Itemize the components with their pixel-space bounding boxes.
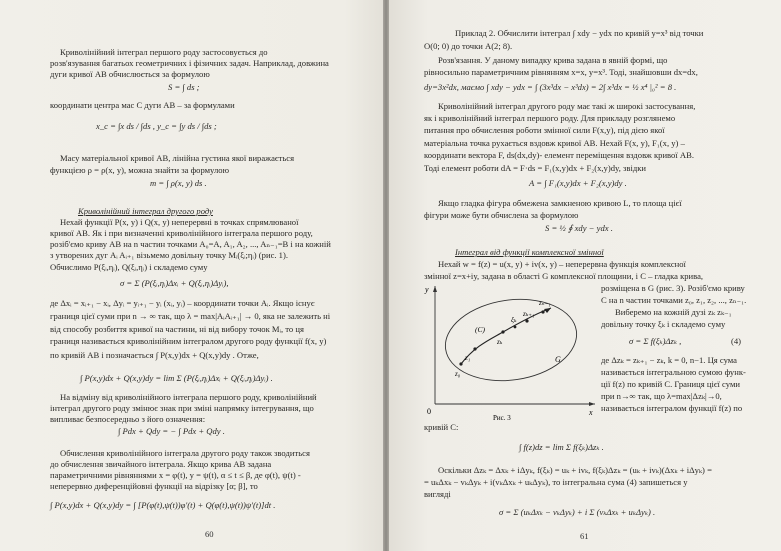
text-line: Масу матеріальної кривої AB, лінійна густина якої виражається (60, 153, 295, 163)
formula: σ = Σ (uₖΔxₖ − vₖΔyₖ) + i Σ (vₖΔxₖ + uₖΔyₖ) . (499, 507, 656, 517)
formula: A = ∫ F₁(x,y)dx + F₂(x,y)dy . (529, 178, 627, 188)
example-line: Приклад 2. Обчислити інтеграл ∫ xdy − ydx по кривій y=x³ від точки (455, 28, 704, 38)
text-line: Розв'язання. У даному випадку крива задана в явній формі, що (438, 55, 668, 65)
page-number: 61 (580, 531, 589, 541)
text-line: випливає безпосередньо з його означення: (50, 414, 206, 424)
text-line: Криволінійний інтеграл другого роду має такі ж широкі застосування, (438, 101, 696, 111)
point-z1 (473, 347, 476, 350)
text-line: вигляді (424, 489, 451, 499)
formula: S = ∫ ds ; (168, 82, 200, 92)
text-line: змінної z=x+iy, задана в області G комплексної площини, і C – гладка крива, (424, 271, 704, 281)
formula: S = ½ ∮ xdy − ydx . (545, 223, 613, 233)
curve-label: (C) (475, 325, 485, 334)
formula: σ = Σ (P(ξᵢ,ηᵢ)Δxᵢ + Q(ξᵢ,ηᵢ)Δyᵢ), (120, 278, 229, 288)
text-line: розв'язування багатьох геометричних і фізичних задач. Наприклад, довжина (50, 58, 329, 68)
text-line: при n→∞ так, що λ=max|Δzₖ|→0, (601, 391, 722, 401)
text-line: Нехай функції P(x, y) і Q(x, y) неперервні в точках спрямлюваної (60, 217, 299, 227)
text-line: границя називається криволінійним інтегралом другого роду функції f(x, y) (50, 336, 327, 346)
region-label: G (555, 355, 561, 364)
text-line: C на n частин точками z₀, z₁, z₂, ..., zₙ₋₁. (601, 295, 747, 305)
text-line: до обчислення звичайного інтеграла. Якщо крива AB задана (50, 459, 272, 469)
text-line: з утворених дуг Aᵢ Aᵢ₊₁ візьмемо довільну точку Mᵢ(ξᵢ;ηᵢ) (рис. 1). (50, 250, 288, 260)
point-xik (514, 326, 517, 329)
origin-label: 0 (427, 407, 431, 416)
text-line: Обчислимо P(ξᵢ,ηᵢ), Q(ξᵢ,ηᵢ) і складемо суму (50, 262, 208, 272)
figure-caption: Рис. 3 (493, 414, 511, 422)
text-line: фігури може бути обчислена за формулою (424, 210, 579, 220)
text-line: границя цієї суми при n → ∞ так, що λ = max|AᵢAᵢ₊₁| → 0, яка не залежить ні (50, 311, 331, 321)
text-line: матеріальна точка рухається вздовж кривої AB. Нехай F(x, y), F₁(x, y) – (424, 138, 685, 148)
right-page (389, 0, 781, 551)
text-line: Тоді елемент роботи dA = F·ds = F₁(x,y)dx + F₂(x,y)dy, звідки (424, 163, 647, 173)
point-z0 (459, 362, 462, 365)
zk-label: zₖ (497, 338, 503, 346)
text-line: як і криволінійний інтеграл першого роду. Для прикладу розглянемо (424, 113, 676, 123)
figure-3 (423, 282, 599, 422)
text-line: інтеграл другого роду змінює знак при зміні напрямку інтегрування, що (50, 403, 314, 413)
z1-label: z₁ (465, 354, 471, 362)
curve-c (461, 308, 551, 364)
text-line: кривої AB. Як і при визначенні криволінійного інтеграла першого роду, (50, 228, 313, 238)
text-line: дуги кривої AB обчислюється за формулою (50, 69, 210, 79)
formula: ∫ P(x,y)dx + Q(x,y)dy = lim Σ (P(ξᵢ,ηᵢ)Δxᵢ + Q(ξᵢ,ηᵢ)Δyᵢ) . (80, 373, 273, 383)
page-number: 60 (205, 529, 214, 539)
equation-number: (4) (731, 336, 742, 346)
formula: x_c = ∫x ds / ∫ds , y_c = ∫y ds / ∫ds ; (96, 121, 217, 131)
xik-label: ξₖ (511, 316, 517, 324)
text-line: кривій C: (424, 422, 459, 432)
formula: ∫ f(z)dz = lim Σ f(ξₖ)Δzₖ . (519, 442, 604, 452)
text-line: неперервно диференційовні функції на відрізку [α; β], то (50, 481, 258, 491)
text-line: Оскільки Δzₖ = Δxₖ + iΔyₖ, f(ξₖ) = uₖ + ivₖ, f(ξₖ)Δzₖ = (uₖ + ivₖ)(Δxₖ + iΔyₖ) = (438, 465, 712, 475)
text-line: називається інтегральною сумою функ- (601, 367, 746, 377)
text-line: координати вектора F, ds(dx,dy)- елемент переміщення вздовж кривої AB. (424, 150, 694, 160)
y-axis-arrow (433, 286, 437, 292)
text-line: координати центра мас C дуги AB – за формулами (50, 100, 235, 110)
x-label: x (589, 408, 593, 417)
text-line: по кривій AB і позначається ∫ P(x,y)dx + Q(x,y)dy . Отже, (50, 350, 259, 360)
text-line: розіб'ємо криву AB на n частин точками A₀=A, A₁, A₂, ..., Aₙ₋₁=B і на кожній (50, 239, 331, 249)
text-line: Якщо гладка фігура обмежена замкненою кривою L, то площа цієї (438, 198, 682, 208)
text-line: називається інтегралом функції f(z) по (601, 403, 743, 413)
formula: ∫ Pdx + Qdy = − ∫ Pdx + Qdy . (118, 426, 225, 436)
text-line: питання про обчислення роботи змінної сили F(x,y), під дією якої (424, 125, 665, 135)
text-line: Обчислення криволінійного інтеграла другого роду також зводиться (60, 448, 310, 458)
text-line: На відміну від криволінійного інтеграла першого роду, криволінійний (60, 392, 317, 402)
text-line: довільну точку ξₖ і складемо суму (601, 319, 726, 329)
section-heading: Інтеграл від функції комплексної змінної (455, 247, 604, 257)
text-line: O(0; 0) до точки A(2; 8). (424, 41, 513, 51)
text-line: де Δzₖ = zₖ₊₁ − zₖ, k = 0, n−1. Ця сума (601, 355, 737, 365)
point-zn1 (541, 310, 544, 313)
text-line: = uₖΔxₖ − vₖΔyₖ + i(vₖΔxₖ + uₖΔyₖ), то інтегральна сума (4) запишеться у (424, 477, 688, 487)
point-zk (501, 330, 504, 333)
point-zk1 (525, 319, 528, 322)
y-label: y (425, 285, 429, 294)
left-page (0, 0, 383, 551)
formula: σ = Σ f(ξₖ)Δzₖ , (629, 336, 682, 346)
formula: dy=3x²dx, маємо ∫ xdy − ydx = ∫ (3x³dx − x³dx) = 2∫ x³dx = ½ x⁴ |₀² = 8 . (424, 82, 677, 92)
text-line: ції f(z) по кривій C. Границя цієї суми (601, 379, 740, 389)
formula: m = ∫ ρ(x, y) ds . (150, 178, 207, 188)
x-axis-arrow (589, 402, 595, 406)
text-line: де Δxᵢ = xᵢ₊₁ − xᵢ, Δyᵢ = yᵢ₊₁ − yᵢ (xᵢ, yᵢ) – координати точки Aᵢ. Якщо існує (50, 298, 315, 308)
text-line: рівносильно параметричним рівнянням x=x, y=x³. Тоді, знайшовши dx=dx, (424, 67, 698, 77)
text-line: параметричними рівняннями x = φ(t), y = ψ(t), α ≤ t ≤ β, де φ(t), ψ(t) - (50, 470, 301, 480)
text-line: Нехай w = f(z) = u(x, y) + iv(x, y) – неперервна функція комплексної (438, 259, 686, 269)
formula: ∫ P(x,y)dx + Q(x,y)dy = ∫ [P(φ(t),ψ(t))φ'(t) + Q(φ(t),ψ(t))ψ'(t)]dt . (50, 500, 276, 510)
text-line: розміщена в G (рис. 3). Розіб'ємо криву (601, 283, 745, 293)
section-heading: Криволінійний інтеграл другого роду (78, 206, 213, 216)
z0-label: z₀ (455, 370, 461, 378)
text-line: функцією ρ = ρ(x, y), можна знайти за формулою (50, 165, 229, 175)
zn1-label: zₙ₋₁ (539, 299, 551, 307)
text-line: від способу розбиття кривої на частини, ні від вибору точок Mᵢ, то ця (50, 324, 304, 334)
region-g-boundary (440, 291, 582, 389)
text-line: Криволінійний інтеграл першого роду застосовується до (60, 47, 268, 57)
zk1-label: zₖ₊₁ (523, 310, 535, 318)
text-line: Виберемо на кожній дузі zₖ zₖ₋₁ (615, 307, 732, 317)
